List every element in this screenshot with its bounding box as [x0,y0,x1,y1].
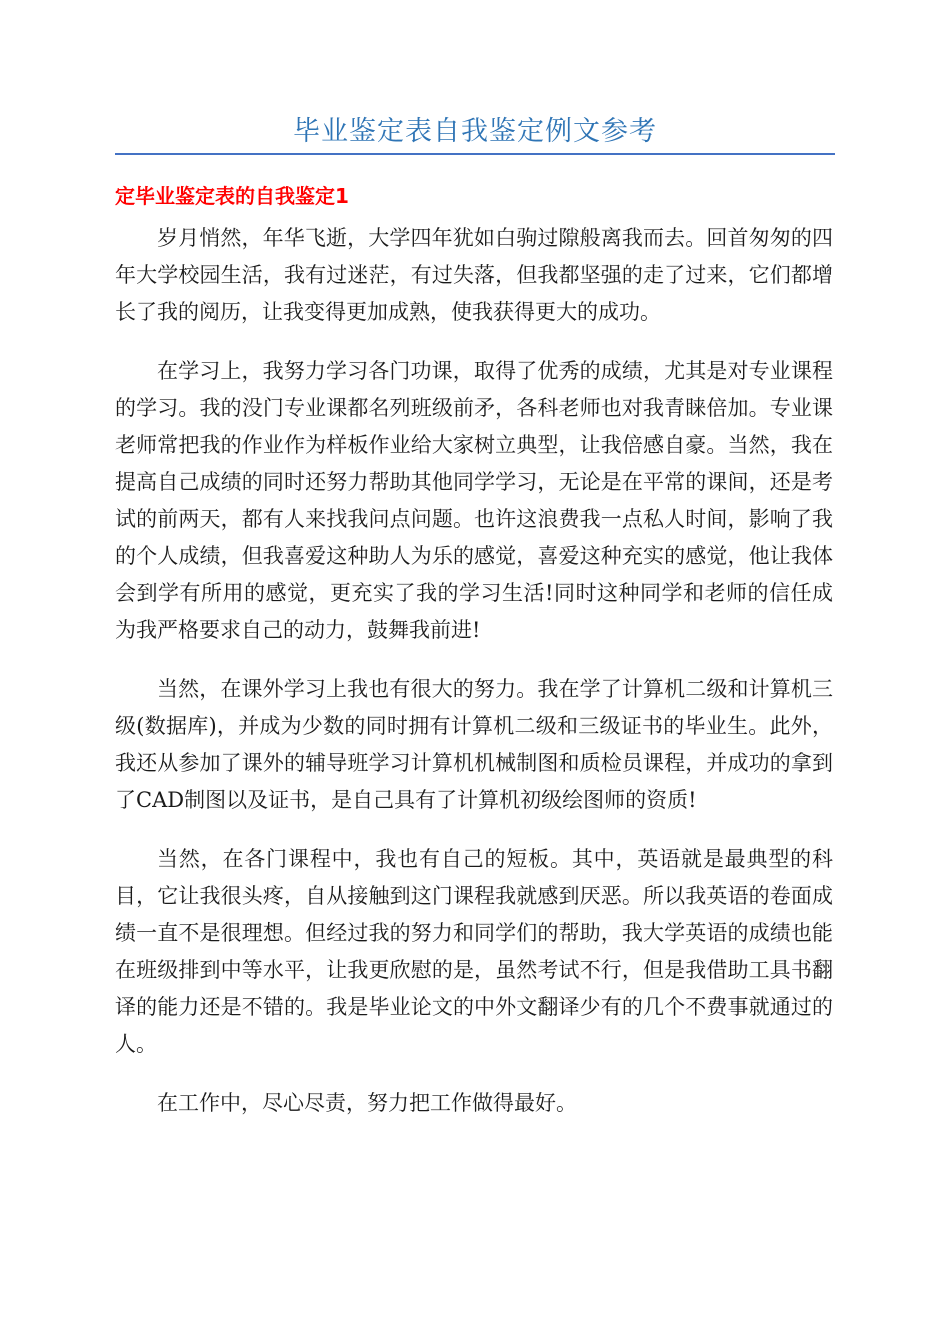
paragraph: 在工作中，尽心尽责，努力把工作做得最好。 [157,1091,577,1115]
paragraph: 当然，在各门课程中，我也有自己的短板。其中，英语就是最典型的科目，它让我很头疼，自从接触到这门课程我就感到厌恶。所以我英语的卷面成绩一直不是很理想。但经过我的努力和同学们的帮助，我大学英语的成绩也能在班级排到中等水平，让我更欣慰的是，虽然考试不行，但是我借助工具书翻译的能力还是不错的。我是毕业论文的中外文翻译少有的几个不费事就通过的人。 [115,847,833,1056]
paragraph: 在学习上，我努力学习各门功课，取得了优秀的成绩，尤其是对专业课程的学习。我的没门专业课都名列班级前矛，各科老师也对我青睐倍加。专业课老师常把我的作业作为样板作业给大家树立典型，让我倍感自豪。当然，我在提高自己成绩的同时还努力帮助其他同学学习，无论是在平常的课间，还是考试的前两天，都有人来找我问点问题。也许这浪费我一点私人时间，影响了我的个人成绩，但我喜爱这种助人为乐的感觉，喜爱这种充实的感觉，他让我体会到学有所用的感觉，更充实了我的学习生活!同时这种同学和老师的信任成为我严格要求自己的动力，鼓舞我前进! [115,359,833,642]
paragraph: 当然，在课外学习上我也有很大的努力。我在学了计算机二级和计算机三级(数据库)，并成为少数的同时拥有计算机二级和三级证书的毕业生。此外，我还从参加了课外的辅导班学习计算机机械制图和质检员课程，并成功的拿到了CAD制图以及证书，是自己具有了计算机初级绘图师的资质! [115,677,833,812]
document-title: 毕业鉴定表自我鉴定例文参考 [293,116,657,147]
section-heading: 定毕业鉴定表的自我鉴定1 [115,184,349,208]
document-body [115,220,833,1144]
paragraph: 岁月悄然，年华飞逝，大学四年犹如白驹过隙般离我而去。回首匆匆的四年大学校园生活，我有过迷茫，有过失落，但我都坚强的走了过来，它们都增长了我的阅历，让我变得更加成熟，使我获得更大的成功。 [115,226,833,324]
title-divider [115,153,835,155]
